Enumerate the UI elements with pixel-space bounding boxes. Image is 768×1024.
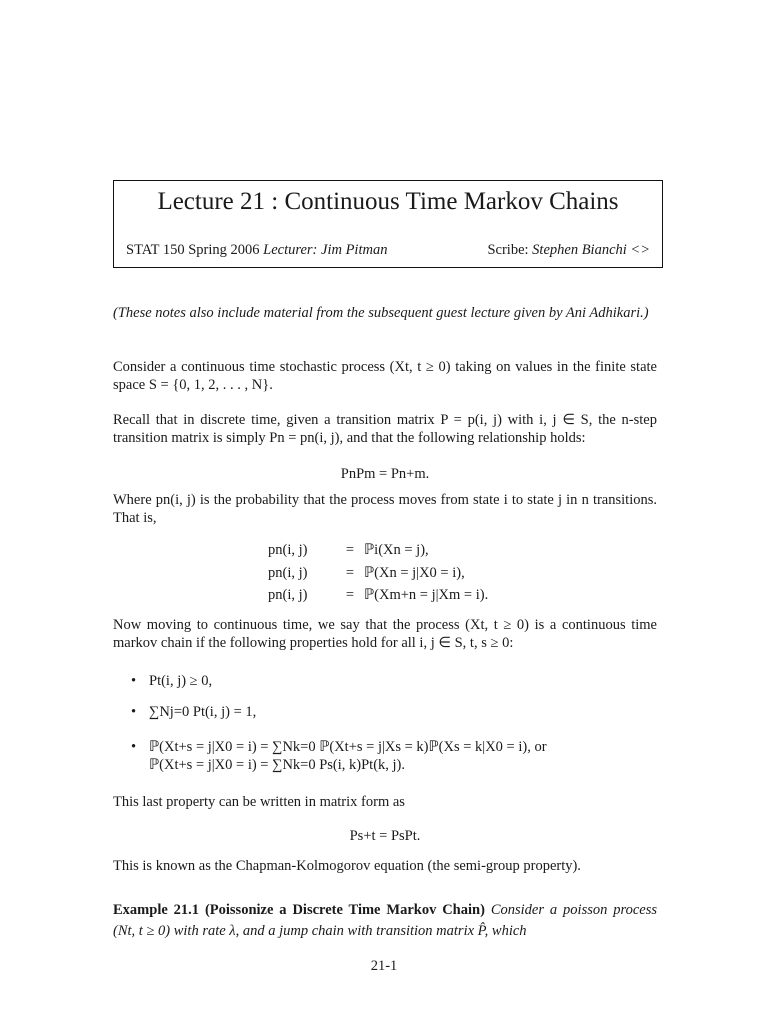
lecture-header-box: [113, 180, 663, 268]
page: Lecture 21 : Continuous Time Markov Chains STAT 150 Spring 2006 Lecturer: Jim Pitman Scribe: Stephen Bianchi <> (These notes also include material from the subsequent guest lecture given by Ani Adhikari.) Consider a continuous time stochastic process (Xt, t ≥ 0) taking on values in the finite state space S = {0, 1, 2, . . . , N}. Recall that in discrete time, given a transition matrix P = p(i, j) with i, j ∈ S, the n-step transition matrix is simply Pn = pn(i, j), and that the following relationship holds: PnPm = Pn+m. Where pn(i, j) is the probability that the process moves from state i to state j in n transitions. That is, pn(i, j) = ℙi(Xn = j), pn(i, j) = ℙ(Xn = j|X0 = i), pn(i, j) = ℙ(Xm+n = j|Xm = i). Now moving to continuous time, we say that the process (Xt, t ≥ 0) is a continuous time markov chain if the following properties hold for all i, j ∈ S, t, s ≥ 0: • Pt(i, j) ≥ 0, • ∑Nj=0 Pt(i, j) = 1, • ℙ(Xt+s = j|X0 = i) = ∑Nk=0 ℙ(Xt+s = j|Xs = k)ℙ(Xs = k|X0 = i), or ℙ(Xt+s = j|X0 = i) = ∑Nk=0 Ps(i, k)Pt(k, j). This last property can be written in matrix form as Ps+t = PsPt. This is known as the Chapman-Kolmogorov equation (the semi-group property). Example 21.1 (Poissonize a Discrete Time Markov Chain) Consider a poisson process (Nt, t ≥ 0) with rate λ, and a jump chain with transition matrix P̂, which 21-1: [0, 0, 768, 1024]
example-21-1: [113, 900, 657, 942]
equation-semigroup-discrete: PnPm = Pn+m.: [340, 466, 430, 482]
paragraph-continuous-time: Now moving to continuous time, we say that the process (Xt, t ≥ 0) is a continuous time markov chain if the following properties hold for all i, j ∈ S, t, s ≥ 0:: [113, 617, 657, 651]
lecturer-name: Jim Pitman: [321, 242, 388, 258]
guest-lecture-note: (These notes also include material from the subsequent guest lecture given by Ani Adhikari.): [113, 305, 649, 321]
lecturer-label: Lecturer:: [263, 242, 318, 258]
course-name: STAT 150 Spring 2006: [126, 242, 260, 258]
lecture-title: Lecture 21 : Continuous Time Markov Chains: [157, 188, 619, 215]
course-lecturer: [126, 241, 387, 259]
equation-semigroup-continuous: Ps+t = PsPt.: [349, 828, 421, 844]
page-number: 21-1: [370, 958, 398, 974]
example-heading: Example 21.1 (Poissonize a Discrete Time Markov Chain): [113, 902, 485, 918]
scribe-name: Stephen Bianchi <>: [532, 242, 650, 258]
bullet-icon: •: [131, 673, 137, 689]
paragraph-process-definition: Consider a continuous time stochastic process (Xt, t ≥ 0) taking on values in the finite state space S = {0, 1, 2, . . . , N}.: [113, 359, 657, 393]
paragraph-discrete-time: Recall that in discrete time, given a transition matrix P = p(i, j) with i, j ∈ S, the n-step transition matrix is simply Pn = pn(i, j), and that the following relationship holds:: [113, 412, 657, 446]
bullet-icon: •: [131, 739, 137, 755]
equation-row: pn(i, j) = ℙ(Xn = j|X0 = i),: [268, 564, 465, 581]
equation-row: pn(i, j) = ℙ(Xm+n = j|Xm = i).: [268, 587, 489, 603]
paragraph-probability-meaning: Where pn(i, j) is the probability that the process moves from state i to state j in n transitions. That is,: [113, 492, 657, 526]
paragraph-chapman-kolmogorov: This is known as the Chapman-Kolmogorov equation (the semi-group property).: [113, 858, 581, 874]
scribe-label: Scribe:: [487, 242, 529, 258]
scribe: [487, 241, 650, 259]
equation-row: pn(i, j) = ℙi(Xn = j),: [268, 542, 429, 558]
equation-array: [268, 539, 488, 607]
bullet-icon: •: [131, 704, 137, 720]
example-text: Consider a poisson process (Nt, t ≥ 0) with rate λ, and a jump chain with transition matrix P̂, which: [113, 902, 658, 939]
paragraph-matrix-form: This last property can be written in matrix form as: [113, 794, 405, 810]
